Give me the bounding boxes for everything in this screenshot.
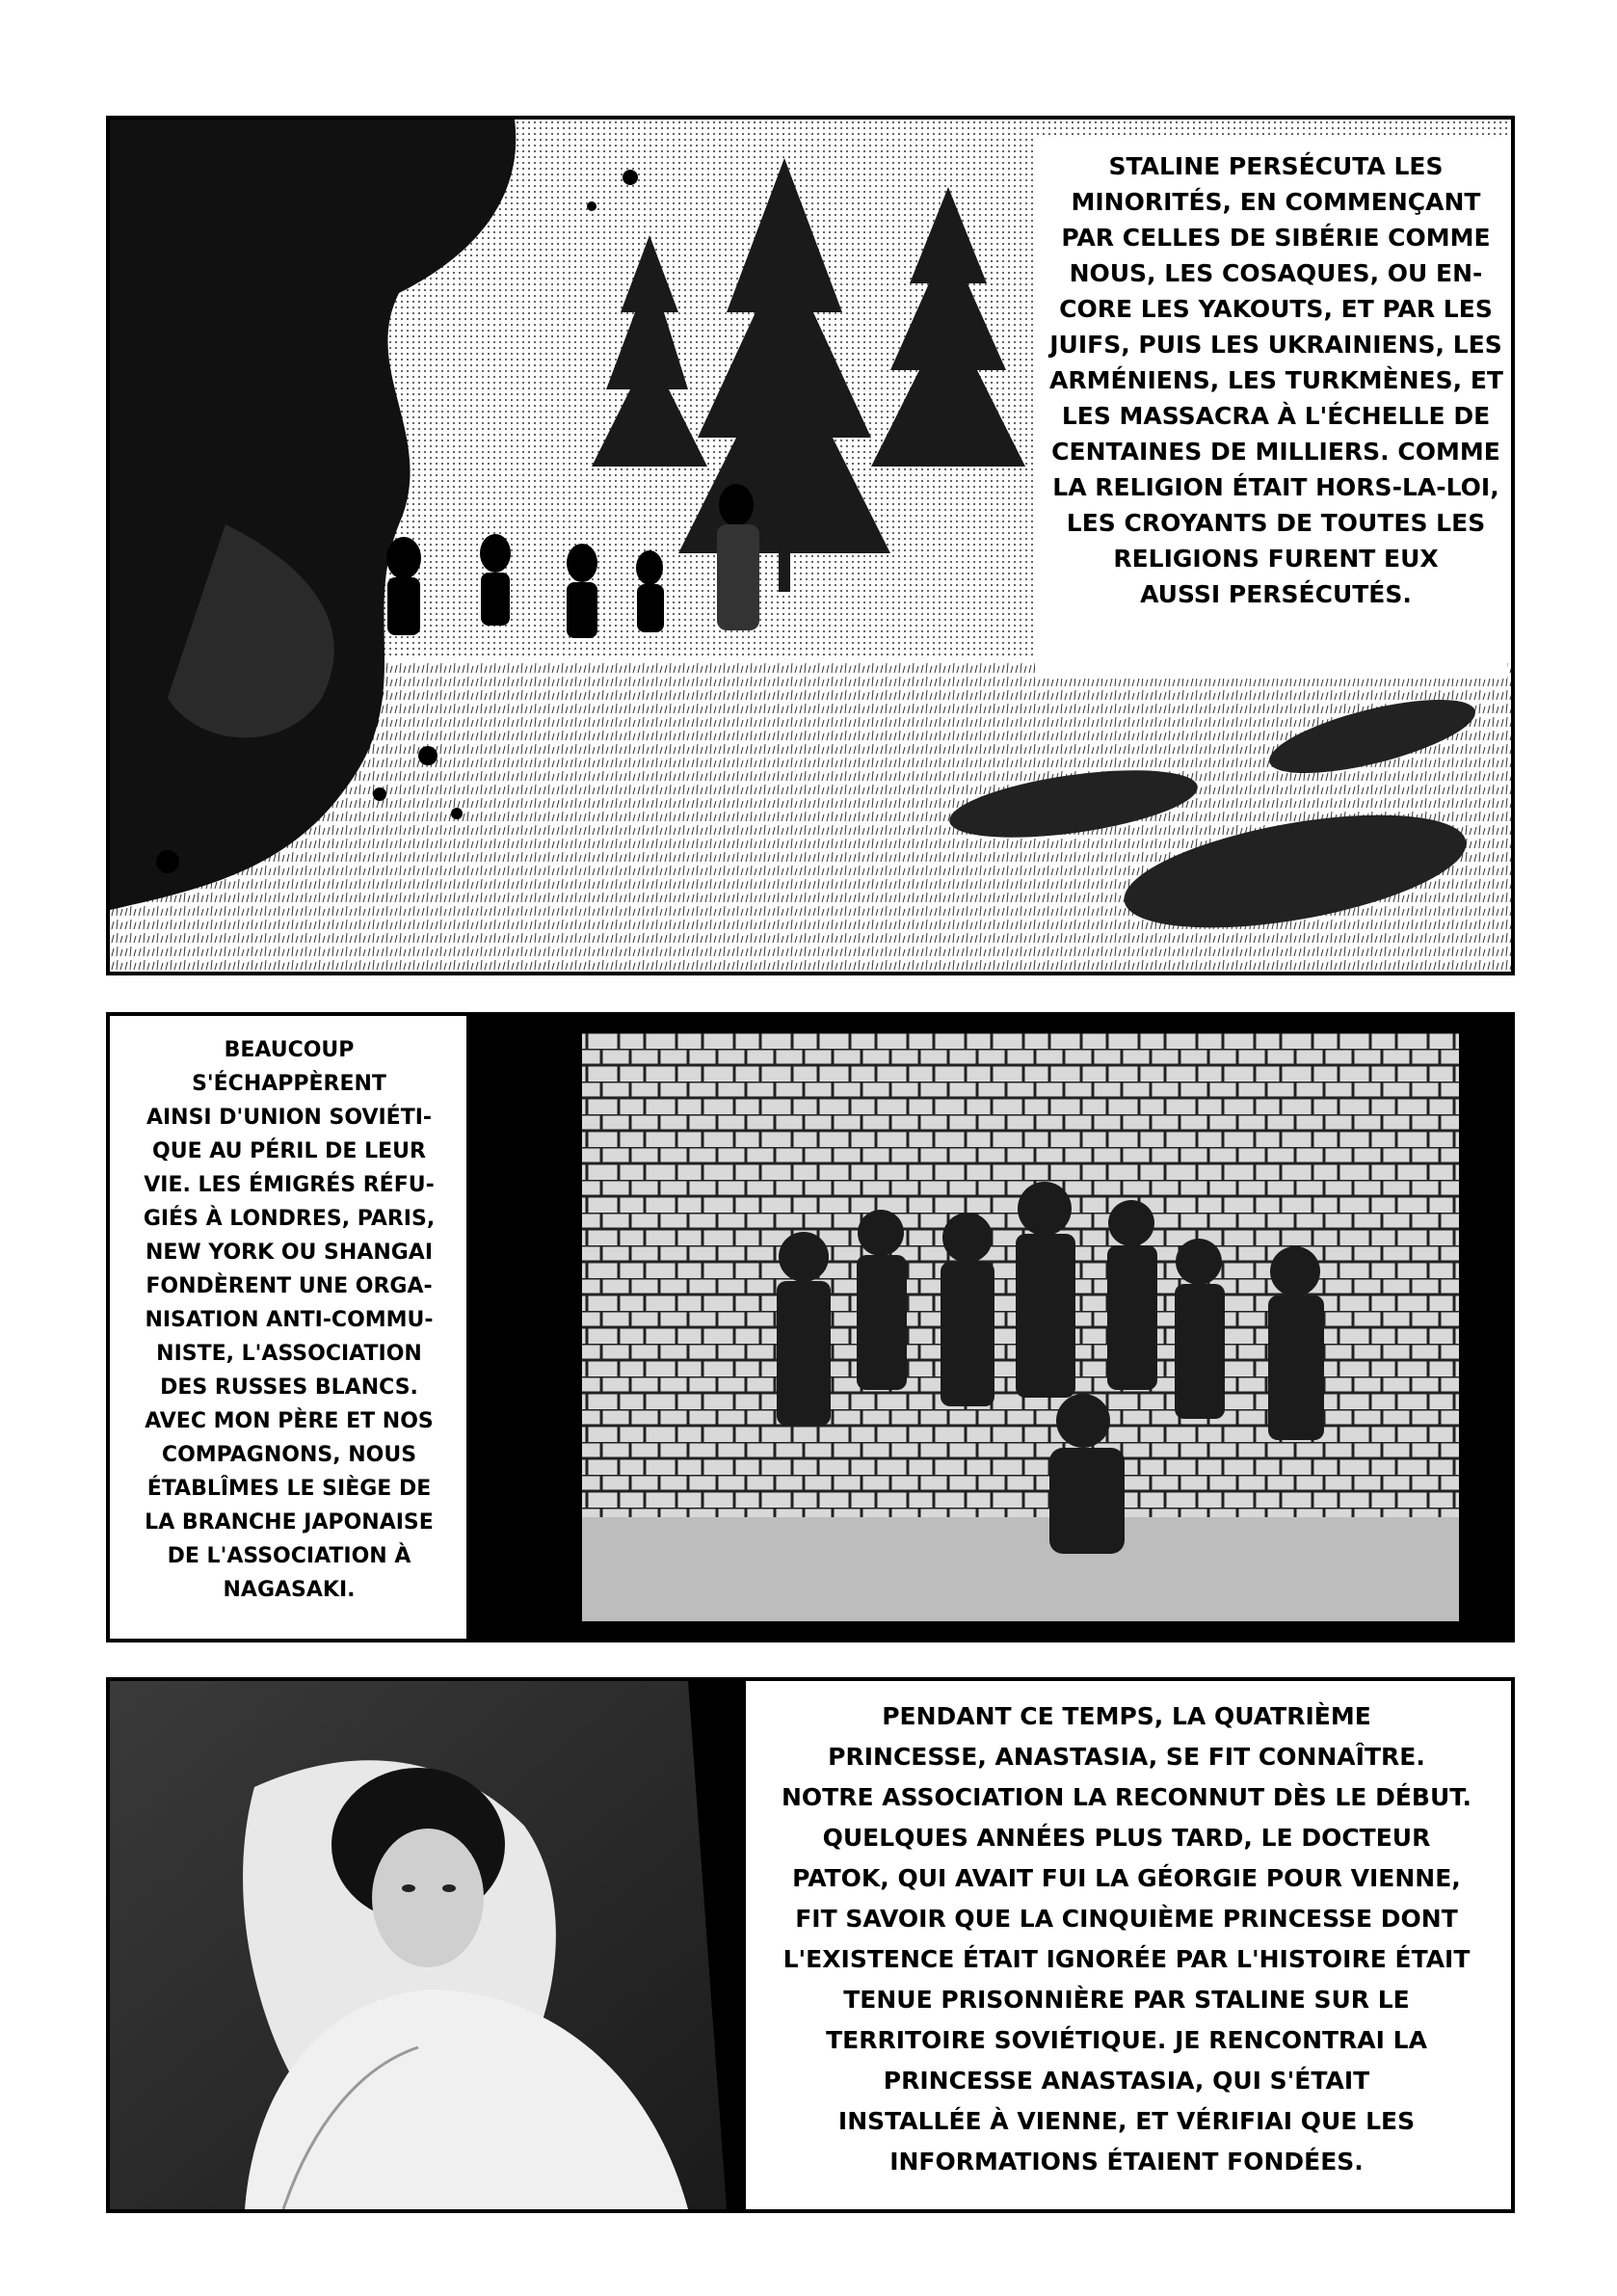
- group-photo-illustration: [466, 1016, 1511, 1639]
- caption-line: FIT SAVOIR QUE LA CINQUIÈME PRINCESSE DONT: [795, 1905, 1458, 1933]
- caption-line: FONDÈRENT UNE ORGA-: [146, 1274, 433, 1298]
- caption-box: [746, 1696, 1507, 2182]
- caption-line: RELIGIONS FURENT EUX: [1113, 545, 1439, 573]
- caption-line: AINSI D'UNION SOVIÉTI-: [146, 1106, 433, 1130]
- caption-line: PATOK, QUI AVAIT FUI LA GÉORGIE POUR VIENNE,: [792, 1864, 1461, 1892]
- caption-line: NAGASAKI.: [223, 1578, 356, 1602]
- caption-line: TENUE PRISONNIÈRE PAR STALINE SUR LE: [843, 1986, 1410, 2014]
- caption-line: LES MASSACRA À L'ÉCHELLE DE: [1061, 402, 1491, 430]
- caption-line: NOUS, LES COSAQUES, OU EN-: [1069, 259, 1483, 287]
- caption-line: AVEC MON PÈRE ET NOS: [145, 1409, 434, 1433]
- caption-line: PAR CELLES DE SIBÉRIE COMME: [1061, 224, 1491, 252]
- caption-line: QUELQUES ANNÉES PLUS TARD, LE DOCTEUR: [822, 1824, 1431, 1852]
- caption-line: CENTAINES DE MILLIERS. COMME: [1051, 438, 1500, 466]
- caption-line: VIE. LES ÉMIGRÉS RÉFU-: [144, 1173, 435, 1197]
- caption-line: NOTRE ASSOCIATION LA RECONNUT DÈS LE DÉBUT.: [781, 1783, 1472, 1811]
- caption-line: NEW YORK OU SHANGAI: [145, 1241, 434, 1265]
- caption-line: NISTE, L'ASSOCIATION: [156, 1342, 422, 1366]
- caption-line: CORE LES YAKOUTS, ET PAR LES: [1059, 295, 1493, 323]
- caption-line: NISATION ANTI-COMMU-: [145, 1308, 434, 1332]
- caption-line: GIÉS À LONDRES, PARIS,: [143, 1207, 436, 1231]
- panel-portrait-photo: [106, 1677, 1515, 2213]
- caption-line: COMPAGNONS, NOUS: [161, 1443, 417, 1467]
- caption-line: JUIFS, PUIS LES UKRAINIENS, LES: [1049, 331, 1502, 359]
- caption-line: DES RUSSES BLANCS.: [160, 1375, 418, 1400]
- caption-line: AUSSI PERSÉCUTÉS.: [1140, 580, 1412, 608]
- caption-line: LES CROYANTS DE TOUTES LES: [1066, 509, 1486, 537]
- caption-line: QUE AU PÉRIL DE LEUR: [152, 1139, 426, 1163]
- caption-line: ÉTABLÎMES LE SIÈGE DE: [146, 1477, 432, 1501]
- caption-line: INSTALLÉE À VIENNE, ET VÉRIFIAI QUE LES: [837, 2107, 1416, 2135]
- caption-box: [1049, 148, 1502, 612]
- caption-line: BEAUCOUP: [224, 1038, 355, 1062]
- caption-line: S'ÉCHAPPÈRENT: [192, 1072, 386, 1096]
- caption-line: PRINCESSE, ANASTASIA, SE FIT CONNAÎTRE.: [828, 1743, 1425, 1771]
- portrait-photo-illustration: [110, 1681, 746, 2209]
- caption-line: LA RELIGION ÉTAIT HORS-LA-LOI,: [1052, 473, 1499, 501]
- caption-line: INFORMATIONS ÉTAIENT FONDÉES.: [889, 2148, 1364, 2176]
- caption-line: MINORITÉS, EN COMMENÇANT: [1071, 188, 1481, 216]
- caption-line: LA BRANCHE JAPONAISE: [145, 1510, 434, 1535]
- caption-line: PENDANT CE TEMPS, LA QUATRIÈME: [882, 1702, 1371, 1730]
- caption-box: [116, 1033, 463, 1607]
- caption-line: STALINE PERSÉCUTA LES: [1108, 152, 1444, 180]
- caption-line: DE L'ASSOCIATION À: [167, 1544, 411, 1568]
- caption-line: L'EXISTENCE ÉTAIT IGNORÉE PAR L'HISTOIRE ÉTAIT: [782, 1945, 1471, 1973]
- panel-group-photo: [106, 1012, 1515, 1642]
- caption-line: TERRITOIRE SOVIÉTIQUE. JE RENCONTRAI LA: [826, 2026, 1427, 2054]
- caption-line: ARMÉNIENS, LES TURKMÈNES, ET: [1049, 366, 1503, 394]
- caption-line: PRINCESSE ANASTASIA, QUI S'ÉTAIT: [883, 2067, 1370, 2095]
- panel-forest-flight: [106, 116, 1515, 975]
